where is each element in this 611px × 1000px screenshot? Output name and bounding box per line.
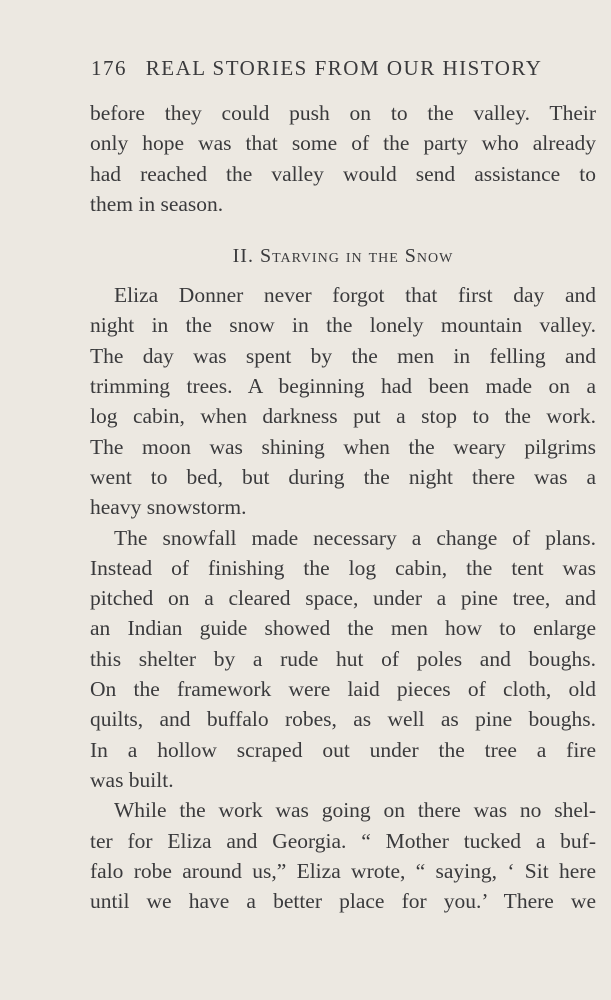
- text-line: log cabin, when darkness put a stop to the work.: [90, 404, 596, 429]
- text-line: quilts, and buffalo robes, as well as pine boughs.: [90, 707, 596, 732]
- text-line: Eliza Donner never forgot that first day and: [114, 283, 596, 308]
- text-line: The moon was shining when the weary pilgrims: [90, 434, 596, 459]
- text-line: until we have a better place for you.’ There we: [90, 889, 596, 914]
- text-line: had reached the valley would send assistance to: [90, 161, 596, 186]
- text-line: only hope was that some of the party who already: [90, 131, 596, 156]
- text-line: before they could push on to the valley. Their: [90, 101, 596, 125]
- text-line: an Indian guide showed the men how to enlarge: [90, 616, 596, 641]
- text-line: was built.: [90, 767, 174, 792]
- section-heading: II. Starving in the Snow: [232, 245, 454, 268]
- text-line: pitched on a cleared space, under a pine tree, and: [90, 586, 596, 611]
- text-line: Instead of finishing the log cabin, the tent was: [90, 555, 596, 580]
- text-line: them in season.: [90, 191, 224, 216]
- page-header: [91, 56, 542, 81]
- text-line: falo robe around us,” Eliza wrote, “ saying, ‘ Sit here: [90, 858, 596, 883]
- text-line: trimming trees. A beginning had been made on a: [90, 374, 596, 399]
- text-line: The snowfall made necessary a change of plans.: [114, 525, 596, 550]
- text-line: this shelter by a rude hut of poles and boughs.: [90, 646, 596, 671]
- text-line: While the work was going on there was no shel-: [114, 798, 596, 823]
- text-line: On the framework were laid pieces of cloth, old: [90, 677, 596, 702]
- text-line: went to bed, but during the night there was a: [90, 464, 596, 489]
- text-line: heavy snowstorm.: [90, 495, 247, 520]
- body-text: [90, 98, 596, 916]
- running-title: REAL STORIES FROM OUR HISTORY: [145, 56, 543, 80]
- page-number: 176: [91, 56, 127, 80]
- text-line: night in the snow in the lonely mountain valley.: [90, 313, 596, 338]
- text-line: The day was spent by the men in felling and: [90, 343, 596, 368]
- text-line: In a hollow scraped out under the tree a fire: [90, 737, 596, 762]
- text-line: ter for Eliza and Georgia. “ Mother tucked a buf-: [90, 828, 596, 853]
